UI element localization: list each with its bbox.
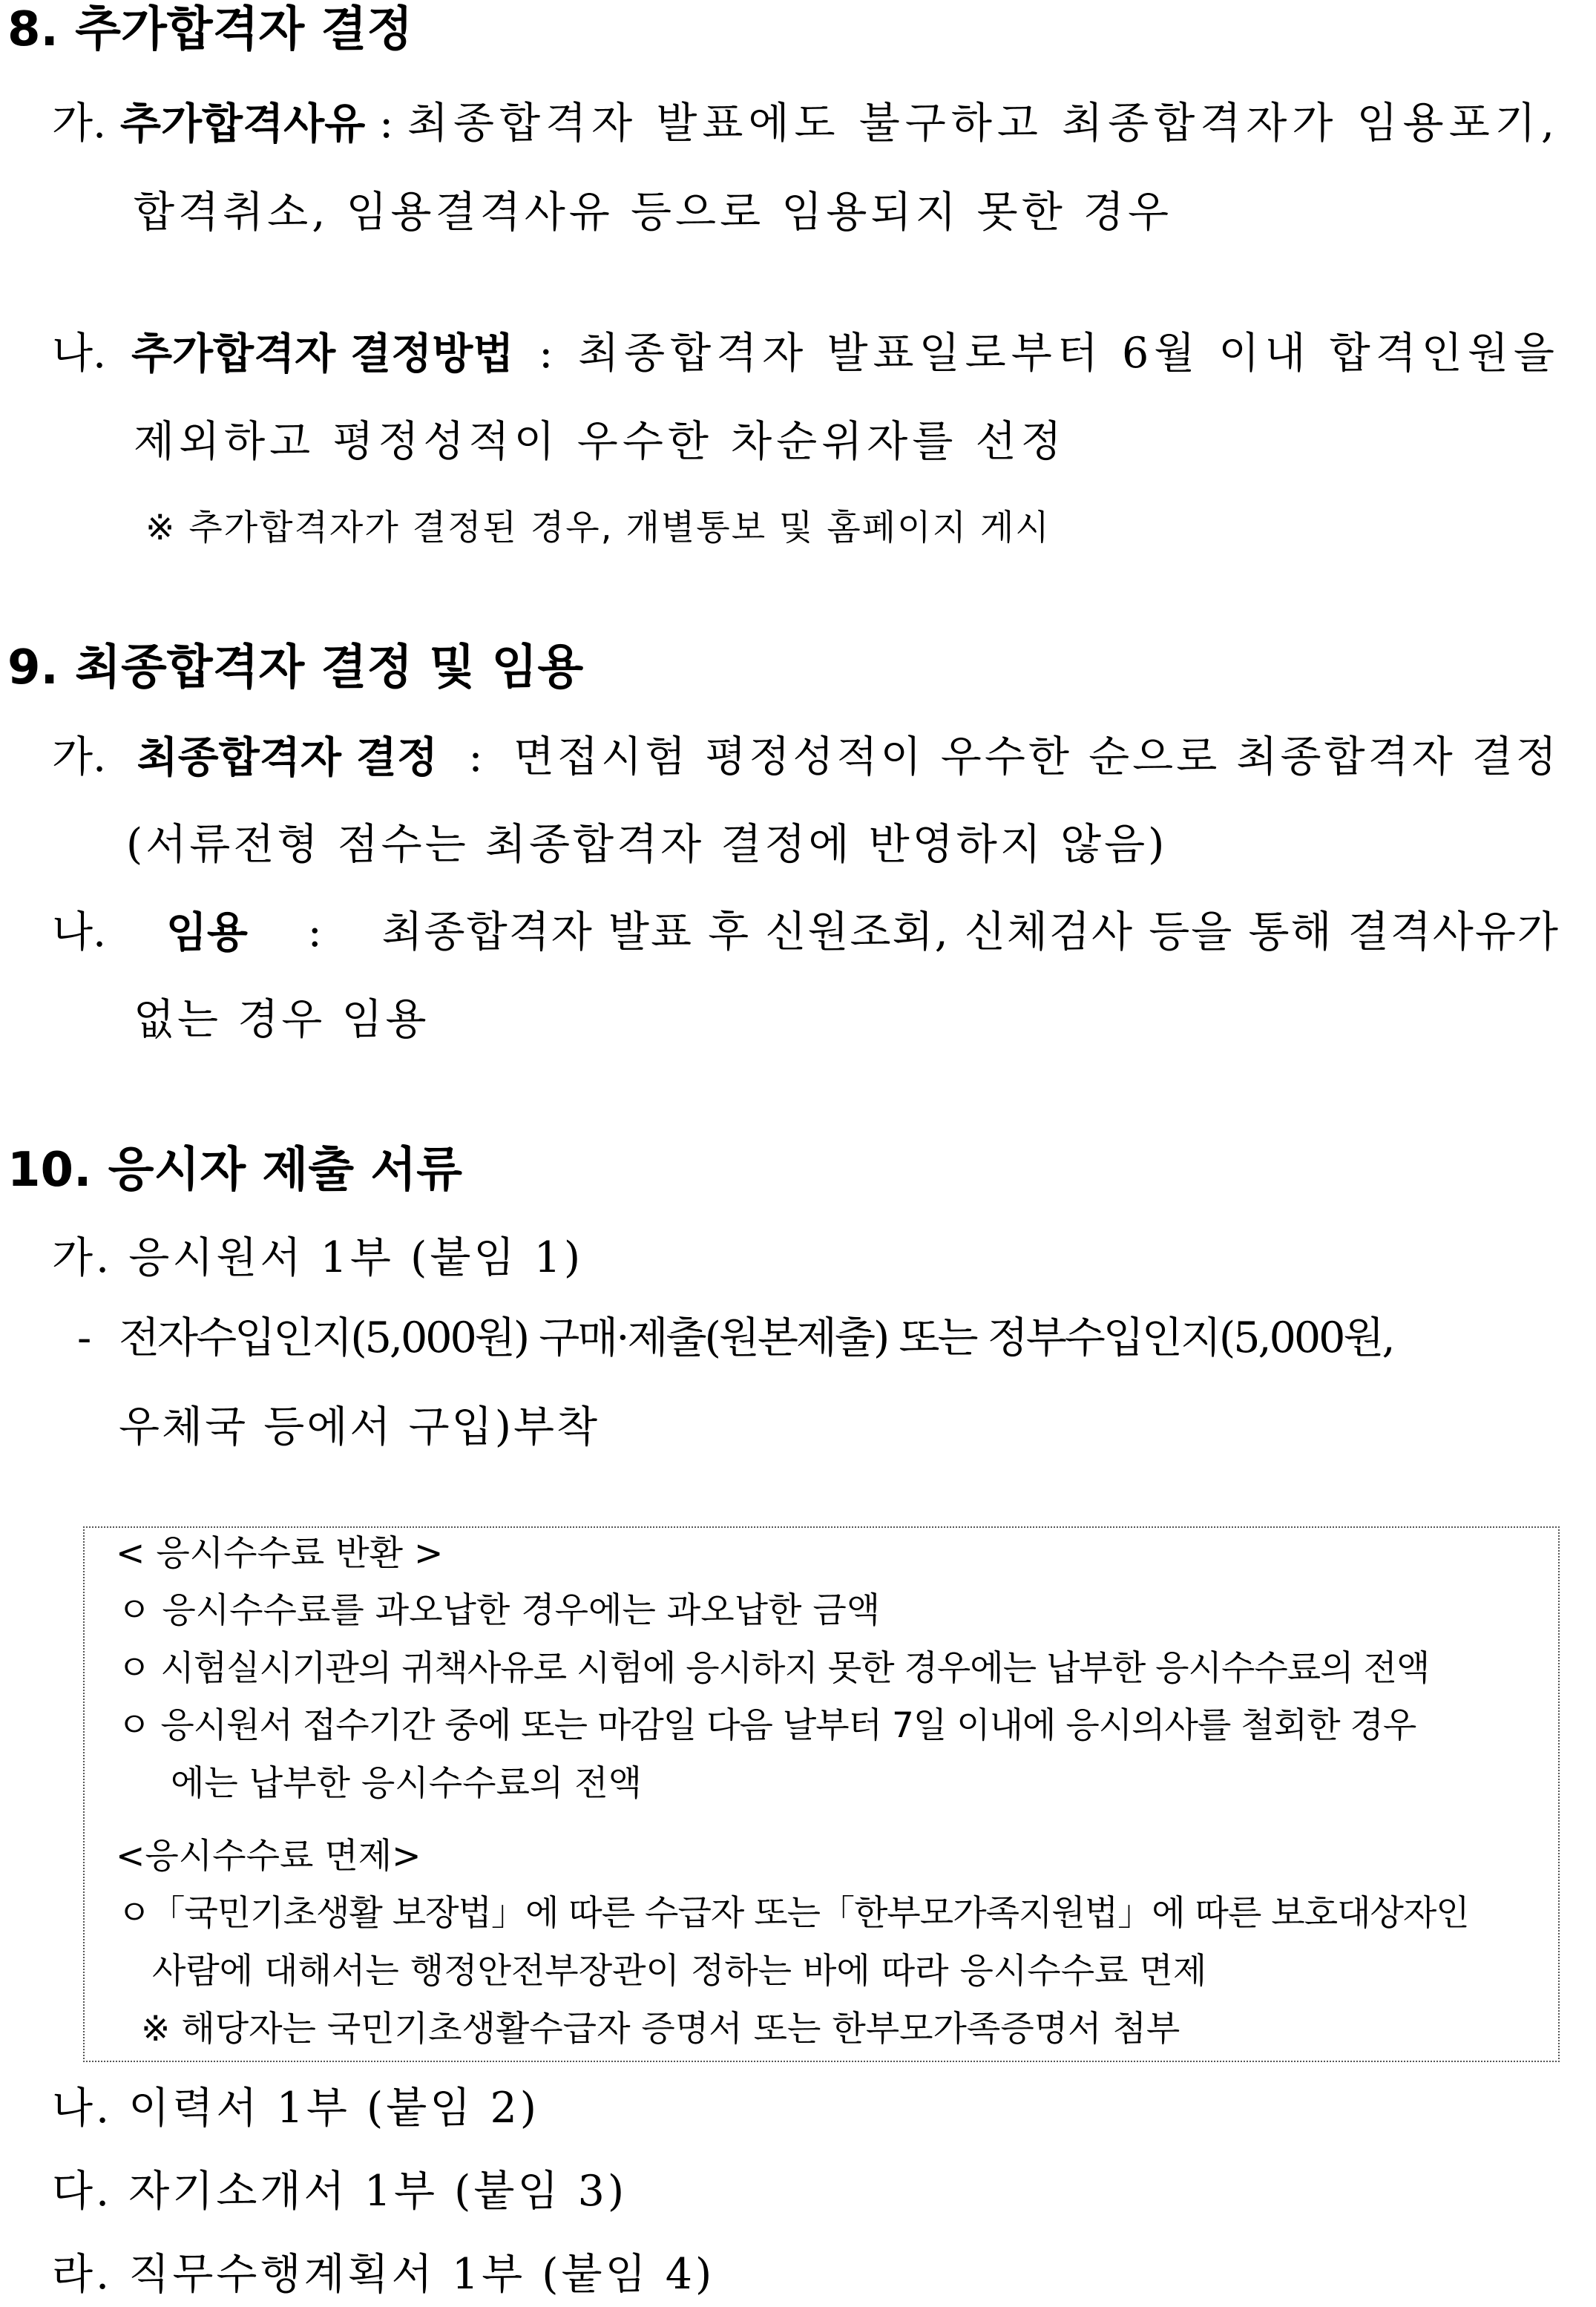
section-9-item-a [52, 732, 1560, 782]
section-10-item-a-detail: 전자수입인지(5,000원) 구매·제출(원본제출) 또는 정부수입인지(5,000원, [119, 1313, 1393, 1362]
refund-item: ㅇ 응시수수료를 과오납한 경우에는 과오납한 금액 [117, 1590, 881, 1631]
item-separator: : [468, 732, 483, 781]
exempt-line: ㅇ「국민기초생활 보장법」에 따른 수급자 또는「한부모가족지원법」에 따른 보호대상자인 [117, 1893, 1469, 1934]
item-marker: 가. [52, 732, 107, 781]
section-10-item-a-dash: - [77, 1313, 92, 1362]
section-9-heading: 9. 최종합격자 결정 및 임용 [7, 640, 584, 695]
section-8-item-b [52, 329, 1560, 378]
item-text: 최종합격자 발표 후 신원조회, 신체검사 등을 통해 결격사유가 [381, 908, 1560, 956]
section-10-item-b: 나. 이력서 1부 (붙임 2) [52, 2084, 540, 2133]
item-separator: : [539, 329, 554, 378]
item-label: 임용 [165, 908, 248, 957]
item-text: 최종합격자 발표에도 불구하고 최종합격자가 임용포기, [407, 99, 1560, 148]
section-10-heading: 10. 응시자 제출 서류 [7, 1143, 462, 1198]
section-9-item-b [52, 908, 1560, 957]
refund-item-continuation: 에는 납부한 응시수수료의 전액 [171, 1763, 643, 1804]
section-10-item-a-detail-continuation: 우체국 등에서 구입)부착 [119, 1402, 600, 1451]
item-label: 최종합격자 결정 [137, 732, 438, 782]
item-label: 추가합격사유 [119, 99, 366, 148]
section-8-heading: 8. 추가합격자 결정 [7, 2, 413, 57]
section-9-item-b-continuation: 없는 경우 임용 [134, 995, 430, 1044]
item-marker: 나. [52, 329, 107, 378]
section-10-item-c: 다. 자기소개서 1부 (붙임 3) [52, 2167, 628, 2216]
exempt-note: ※ 해당자는 국민기초생활수급자 증명서 또는 한부모가족증명서 첨부 [141, 2009, 1180, 2050]
section-9-item-a-continuation: (서류전형 점수는 최종합격자 결정에 반영하지 않음) [126, 820, 1168, 869]
item-marker: 나. [52, 908, 107, 956]
section-8-note: ※ 추가합격자가 결정된 경우, 개별통보 및 홈페이지 게시 [145, 508, 1051, 548]
item-marker: 가. [52, 99, 107, 148]
item-text: 최종합격자 발표일로부터 6월 이내 합격인원을 [578, 329, 1560, 378]
refund-item: ㅇ 응시원서 접수기간 중에 또는 마감일 다음 날부터 7일 이내에 응시의사를 철회한 경우 [117, 1705, 1416, 1746]
section-8-item-a [52, 99, 1560, 148]
item-label: 추가합격자 결정방법 [131, 329, 514, 378]
item-text: 면접시험 평정성적이 우수한 순으로 최종합격자 결정 [513, 732, 1560, 781]
item-separator: : [307, 908, 322, 956]
exempt-title: <응시수수료 면제> [116, 1836, 421, 1877]
section-10-item-a: 가. 응시원서 1부 (붙임 1) [52, 1233, 584, 1282]
section-8-item-a-continuation: 합격취소, 임용결격사유 등으로 임용되지 못한 경우 [134, 188, 1173, 237]
section-8-item-b-continuation: 제외하고 평정성적이 우수한 차순위자를 선정 [134, 417, 1066, 466]
refund-item: ㅇ 시험실시기관의 귀책사유로 시험에 응시하지 못한 경우에는 납부한 응시수수료의 전액 [117, 1648, 1430, 1689]
exempt-line-continuation: 사람에 대해서는 행정안전부장관이 정하는 바에 따라 응시수수료 면제 [152, 1951, 1207, 1992]
refund-title: < 응시수수료 반환 > [116, 1533, 444, 1574]
item-separator: : [379, 99, 394, 148]
section-10-item-d: 라. 직무수행계획서 1부 (붙임 4) [52, 2250, 715, 2299]
